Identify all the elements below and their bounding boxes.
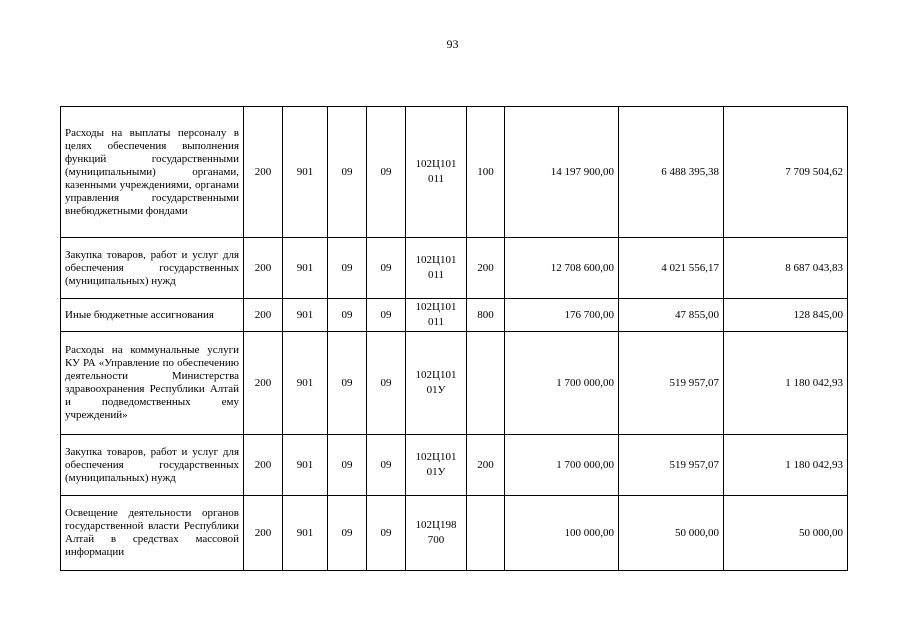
cell-kind: 200 (467, 435, 505, 496)
cell-code-4: 09 (367, 299, 406, 332)
row-description: Расходы на коммунальные услуги КУ РА «Управление по обеспечению деятельности Министерства здравоохранения Республики Алтай и подведомственных ему учреждений» (61, 332, 244, 435)
table-row (61, 332, 848, 435)
cell-code-2: 901 (283, 435, 328, 496)
cell-amount-3: 8 687 043,83 (724, 238, 848, 299)
cell-target-code (406, 496, 467, 571)
cell-target-code (406, 107, 467, 238)
cell-amount-1: 12 708 600,00 (505, 238, 619, 299)
cell-code-2: 901 (283, 238, 328, 299)
cell-code-2: 901 (283, 107, 328, 238)
cell-code-3: 09 (328, 107, 367, 238)
cell-code-4: 09 (367, 238, 406, 299)
cell-amount-1: 1 700 000,00 (505, 435, 619, 496)
page-number: 93 (446, 37, 459, 51)
cell-code-2: 901 (283, 299, 328, 332)
cell-target-code (406, 435, 467, 496)
cell-amount-2: 50 000,00 (619, 496, 724, 571)
target-code-line2: 01У (426, 384, 446, 396)
row-description: Закупка товаров, работ и услуг для обеспечения государственных (муниципальных) нужд (61, 435, 244, 496)
cell-code-4: 09 (367, 332, 406, 435)
cell-code-1: 200 (244, 238, 283, 299)
cell-amount-2: 519 957,07 (619, 332, 724, 435)
cell-amount-1: 1 700 000,00 (505, 332, 619, 435)
cell-code-1: 200 (244, 435, 283, 496)
target-code-line2: 011 (427, 173, 445, 185)
cell-amount-3: 1 180 042,93 (724, 435, 848, 496)
cell-kind: 100 (467, 107, 505, 238)
table-row (61, 299, 848, 332)
cell-code-4: 09 (367, 435, 406, 496)
cell-code-4: 09 (367, 496, 406, 571)
cell-kind: 800 (467, 299, 505, 332)
target-code-line1: 102Ц101 (415, 301, 457, 313)
cell-code-3: 09 (328, 496, 367, 571)
table-row (61, 107, 848, 238)
cell-code-1: 200 (244, 299, 283, 332)
cell-amount-2: 6 488 395,38 (619, 107, 724, 238)
target-code-line1: 102Ц101 (415, 158, 457, 170)
row-description: Освещение деятельности органов государственной власти Республики Алтай в средствах массовой информации (61, 496, 244, 571)
cell-amount-3: 50 000,00 (724, 496, 848, 571)
target-code-line2: 01У (426, 466, 446, 478)
cell-code-3: 09 (328, 435, 367, 496)
cell-code-2: 901 (283, 496, 328, 571)
cell-code-3: 09 (328, 332, 367, 435)
cell-amount-1: 100 000,00 (505, 496, 619, 571)
target-code-line1: 102Ц101 (415, 369, 457, 381)
row-description: Иные бюджетные ассигнования (61, 299, 244, 332)
row-description: Расходы на выплаты персоналу в целях обеспечения выполнения функций государственными (муниципальными) органами, казенными учреждениями, органами управления государственными внебюджетными фондами (61, 107, 244, 238)
row-description: Закупка товаров, работ и услуг для обеспечения государственных (муниципальных) нужд (61, 238, 244, 299)
target-code-line2: 011 (427, 269, 445, 281)
cell-amount-3: 1 180 042,93 (724, 332, 848, 435)
target-code-line2: 011 (427, 316, 445, 328)
table-row (61, 435, 848, 496)
cell-amount-3: 128 845,00 (724, 299, 848, 332)
cell-amount-1: 14 197 900,00 (505, 107, 619, 238)
cell-code-3: 09 (328, 238, 367, 299)
cell-target-code (406, 299, 467, 332)
cell-amount-1: 176 700,00 (505, 299, 619, 332)
cell-amount-2: 519 957,07 (619, 435, 724, 496)
table-row (61, 238, 848, 299)
cell-code-1: 200 (244, 107, 283, 238)
cell-amount-2: 4 021 556,17 (619, 238, 724, 299)
target-code-line2: 700 (427, 534, 445, 546)
target-code-line1: 102Ц101 (415, 254, 457, 266)
cell-code-1: 200 (244, 332, 283, 435)
cell-code-1: 200 (244, 496, 283, 571)
target-code-line1: 102Ц101 (415, 451, 457, 463)
cell-code-4: 09 (367, 107, 406, 238)
cell-target-code (406, 238, 467, 299)
cell-amount-2: 47 855,00 (619, 299, 724, 332)
cell-code-3: 09 (328, 299, 367, 332)
cell-code-2: 901 (283, 332, 328, 435)
cell-kind (467, 496, 505, 571)
cell-kind (467, 332, 505, 435)
table-row (61, 496, 848, 571)
budget-table (60, 106, 848, 571)
cell-target-code (406, 332, 467, 435)
target-code-line1: 102Ц198 (415, 519, 457, 531)
cell-amount-3: 7 709 504,62 (724, 107, 848, 238)
cell-kind: 200 (467, 238, 505, 299)
